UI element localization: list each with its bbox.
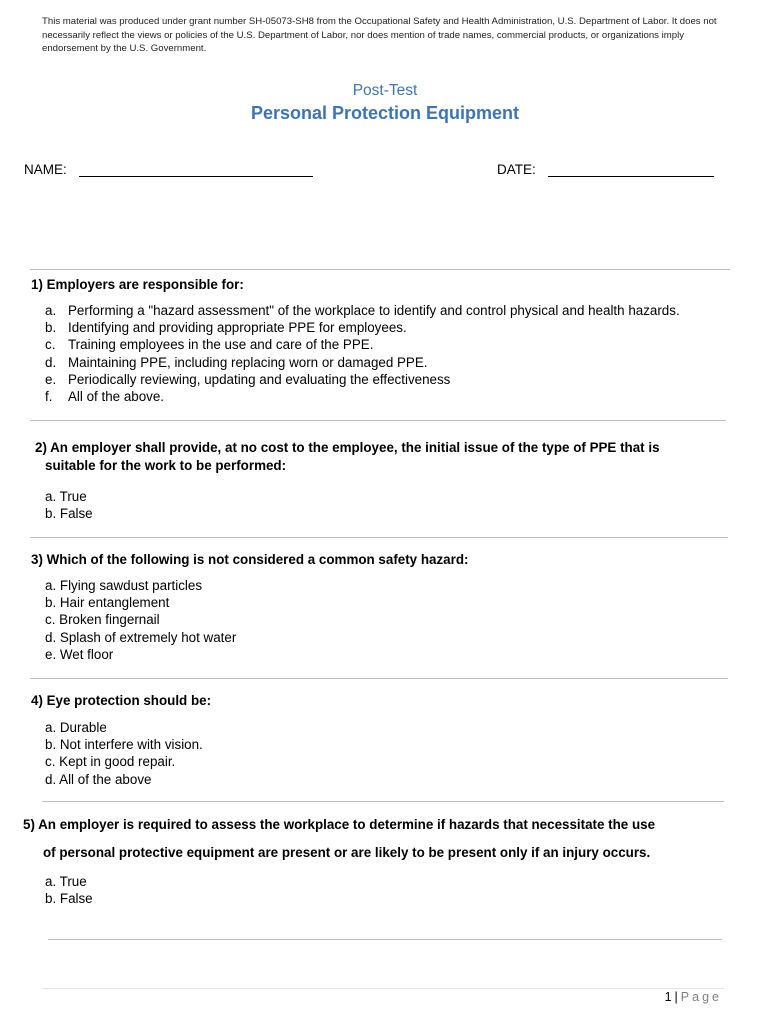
option[interactable]: d. Splash of extremely hot water <box>45 629 237 645</box>
question-5-options <box>45 873 655 907</box>
question-2-options <box>45 488 660 522</box>
option[interactable]: a. True <box>45 489 87 504</box>
date-field[interactable] <box>497 162 714 177</box>
option[interactable]: b. Not interfere with vision. <box>45 737 203 753</box>
divider <box>30 420 726 421</box>
option[interactable]: b. False <box>45 506 93 522</box>
name-label: NAME: <box>24 162 67 177</box>
page-footer <box>665 990 722 1004</box>
question-1-text: 1) Employers are responsible for: <box>31 277 244 292</box>
divider <box>48 939 722 940</box>
question-2-text-line2: suitable for the work to be performed: <box>45 458 287 473</box>
footer-separator: | <box>674 990 678 1004</box>
option[interactable]: d. Maintaining PPE, including replacing worn or damaged PPE. <box>45 354 428 370</box>
option[interactable]: a. Flying sawdust particles <box>45 578 203 593</box>
question-5 <box>23 816 655 907</box>
question-2-text-line1: 2) An employer shall provide, at no cost to the employee, the initial issue of the type of PPE that is <box>35 440 660 455</box>
option[interactable]: c. Kept in good repair. <box>45 754 176 770</box>
name-blank-line[interactable] <box>79 162 313 177</box>
option[interactable]: e. Wet floor <box>45 646 114 662</box>
option[interactable]: b. Hair entanglement <box>45 595 170 611</box>
question-5-text-line1: 5) An employer is required to assess the workplace to determine if hazards that necessitate the use <box>23 817 656 832</box>
page-label: Page <box>680 990 722 1004</box>
grant-disclaimer: This material was produced under grant number SH-05073-SH8 from the Occupational Safety and Health Administration, U.S. Department of Labor. It does not necessarily reflect the views or policies of the U.S. Department of Labor, nor does mention of trade names, commercial products, or organizations imply endorsement by the U.S. Government. <box>42 16 717 54</box>
document-subtitle: Post-Test <box>352 82 418 99</box>
question-2 <box>35 439 660 522</box>
document-title: Personal Protection Equipment <box>250 103 520 123</box>
option[interactable]: b. Identifying and providing appropriate PPE for employees. <box>45 320 407 336</box>
divider <box>42 801 724 802</box>
date-blank-line[interactable] <box>548 162 714 177</box>
option[interactable]: c. Broken fingernail <box>45 612 160 628</box>
date-label: DATE: <box>497 162 536 177</box>
question-5-text-line2: of personal protective equipment are present or are likely to be present only if an injury occurs. <box>43 845 651 860</box>
option[interactable]: a. Performing a "hazard assessment" of the workplace to identify and control physical and health hazards. <box>45 303 680 318</box>
footer-divider <box>42 988 724 989</box>
option[interactable]: f. All of the above. <box>45 389 165 405</box>
question-4 <box>31 692 211 788</box>
option[interactable]: d. All of the above <box>45 771 152 787</box>
question-1 <box>31 276 680 405</box>
name-field[interactable] <box>24 162 313 177</box>
question-1-options <box>45 302 680 405</box>
option[interactable]: a. Durable <box>45 720 107 735</box>
question-3 <box>31 551 468 663</box>
divider <box>30 678 728 679</box>
divider <box>30 269 730 270</box>
divider <box>30 537 728 538</box>
option[interactable]: c. Training employees in the use and care of the PPE. <box>45 337 374 353</box>
option[interactable]: e. Periodically reviewing, updating and evaluating the effectiveness <box>45 371 451 387</box>
question-3-options <box>45 577 468 663</box>
question-4-options <box>45 719 211 788</box>
page-number: 1 <box>664 990 672 1004</box>
question-3-text: 3) Which of the following is not considered a common safety hazard: <box>31 552 469 567</box>
question-4-text: 4) Eye protection should be: <box>31 693 212 708</box>
option[interactable]: a. True <box>45 874 87 889</box>
option[interactable]: b. False <box>45 891 93 907</box>
